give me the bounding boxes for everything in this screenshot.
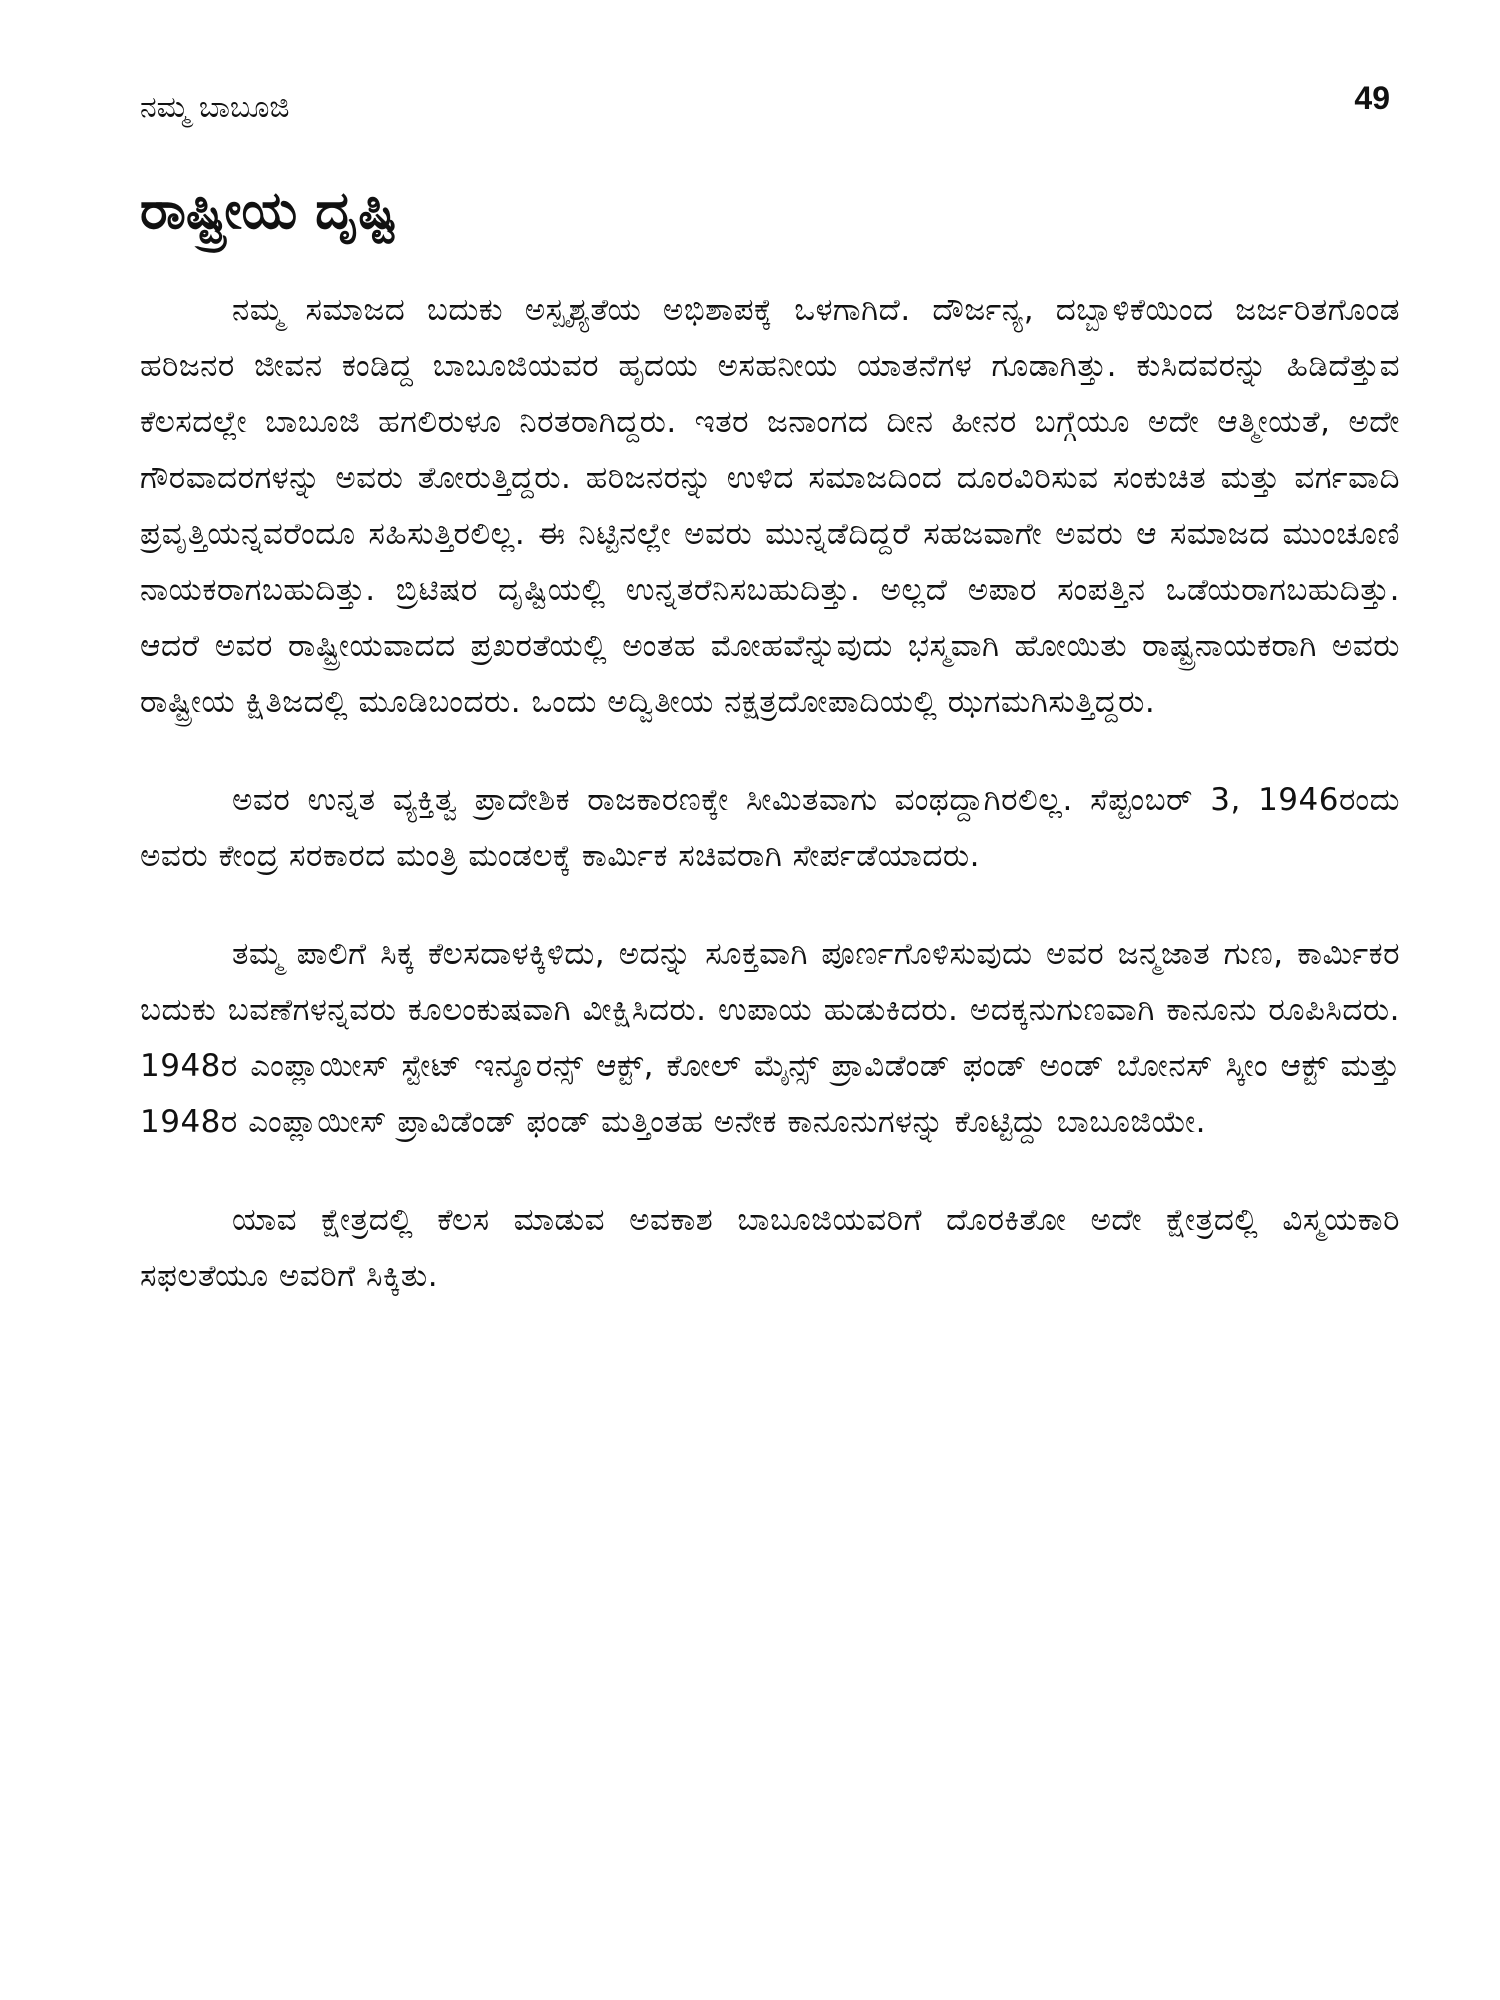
page-number: 49 xyxy=(1354,80,1390,116)
running-header-title: ನಮ್ಮ ಬಾಬೂಜಿ xyxy=(140,90,290,125)
paragraph-2: ಅವರ ಉನ್ನತ ವ್ಯಕ್ತಿತ್ವ ಪ್ರಾದೇಶಿಕ ರಾಜಕಾರಣಕ್ಕೇ ಸೀಮಿತವಾಗು ವಂಥದ್ದಾಗಿರಲಿಲ್ಲ. ಸೆಪ್ಟಂಬರ್ 3, 1946ರಂದು ಅವರು ಕೇಂದ್ರ ಸರಕಾರದ ಮಂತ್ರಿ ಮಂಡಲಕ್ಕೆ ಕಾರ್ಮಿಕ ಸಚಿವರಾಗಿ ಸೇರ್ಪಡೆಯಾದರು. xyxy=(140,782,1400,874)
paragraph-4: ಯಾವ ಕ್ಷೇತ್ರದಲ್ಲಿ ಕೆಲಸ ಮಾಡುವ ಅವಕಾಶ ಬಾಬೂಜಿಯವರಿಗೆ ದೊರಕಿತೋ ಅದೇ ಕ್ಷೇತ್ರದಲ್ಲಿ ವಿಸ್ಮಯಕಾರಿ ಸಫಲತೆಯೂ ಅವರಿಗೆ ಸಿಕ್ಕಿತು. xyxy=(140,1202,1400,1294)
paragraph-3: ತಮ್ಮ ಪಾಲಿಗೆ ಸಿಕ್ಕ ಕೆಲಸದಾಳಕ್ಕಿಳಿದು, ಅದನ್ನು ಸೂಕ್ತವಾಗಿ ಪೂರ್ಣಗೊಳಿಸುವುದು ಅವರ ಜನ್ಮಜಾತ ಗುಣ, ಕಾರ್ಮಿಕರ ಬದುಕು ಬವಣೆಗಳನ್ನವರು ಕೂಲಂಕುಷವಾಗಿ ವೀಕ್ಷಿಸಿದರು. ಉಪಾಯ ಹುಡುಕಿದರು. ಅದಕ್ಕನುಗುಣವಾಗಿ ಕಾನೂನು ರೂಪಿಸಿದರು. 1948ರ ಎಂಪ್ಲಾಯೀಸ್ ಸ್ಟೇಟ್ ಇನ್ಶೂರನ್ಸ್ ಆಕ್ಟ್, ಕೋಲ್ ಮೈನ್ಸ್ ಪ್ರಾವಿಡೆಂಡ್ ಫಂಡ್ ಅಂಡ್ ಬೋನಸ್ ಸ್ಕೀಂ ಆಕ್ಟ್ ಮತ್ತು 1948ರ ಎಂಪ್ಲಾಯೀಸ್ ಪ್ರಾವಿಡೆಂಡ್ ಫಂಡ್ ಮತ್ತಿಂತಹ ಅನೇಕ ಕಾನೂನುಗಳನ್ನು ಕೊಟ್ಟಿದ್ದು ಬಾಬೂಜಿಯೇ. xyxy=(140,936,1400,1140)
paragraph-1: ನಮ್ಮ ಸಮಾಜದ ಬದುಕು ಅಸ್ಪೃಶ್ಯತೆಯ ಅಭಿಶಾಪಕ್ಕೆ ಒಳಗಾಗಿದೆ. ದೌರ್ಜನ್ಯ, ದಬ್ಬಾಳಿಕೆಯಿಂದ ಜರ್ಜರಿತಗೊಂಡ ಹರಿಜನರ ಜೀವನ ಕಂಡಿದ್ದ ಬಾಬೂಜಿಯವರ ಹೃದಯ ಅಸಹನೀಯ ಯಾತನೆಗಳ ಗೂಡಾಗಿತ್ತು. ಕುಸಿದವರನ್ನು ಹಿಡಿದೆತ್ತುವ ಕೆಲಸದಲ್ಲೇ ಬಾಬೂಜಿ ಹಗಲಿರುಳೂ ನಿರತರಾಗಿದ್ದರು. ಇತರ ಜನಾಂಗದ ದೀನ ಹೀನರ ಬಗ್ಗೆಯೂ ಅದೇ ಆತ್ಮೀಯತೆ, ಅದೇ ಗೌರವಾದರಗಳನ್ನು ಅವರು ತೋರುತ್ತಿದ್ದರು. ಹರಿಜನರನ್ನು ಉಳಿದ ಸಮಾಜದಿಂದ ದೂರವಿರಿಸುವ ಸಂಕುಚಿತ ಮತ್ತು ವರ್ಗವಾದಿ ಪ್ರವೃತ್ತಿಯನ್ನವರೆಂದೂ ಸಹಿಸುತ್ತಿರಲಿಲ್ಲ. ಈ ನಿಟ್ಟಿನಲ್ಲೇ ಅವರು ಮುನ್ನಡೆದಿದ್ದರೆ ಸಹಜವಾಗೇ ಅವರು ಆ ಸಮಾಜದ ಮುಂಚೂಣಿ ನಾಯಕರಾಗಬಹುದಿತ್ತು. ಬ್ರಿಟಿಷರ ದೃಷ್ಟಿಯಲ್ಲಿ ಉನ್ನತರೆನಿಸಬಹುದಿತ್ತು. ಅಲ್ಲದೆ ಅಪಾರ ಸಂಪತ್ತಿನ ಒಡೆಯರಾಗಬಹುದಿತ್ತು. ಆದರೆ ಅವರ ರಾಷ್ಟ್ರೀಯವಾದದ ಪ್ರಖರತೆಯಲ್ಲಿ ಅಂತಹ ಮೋಹವೆನ್ನುವುದು ಭಸ್ಮವಾಗಿ ಹೋಯಿತು ರಾಷ್ಟ್ರನಾಯಕರಾಗಿ ಅವರು ರಾಷ್ಟ್ರೀಯ ಕ್ಷಿತಿಜದಲ್ಲಿ ಮೂಡಿಬಂದರು. ಒಂದು ಅದ್ವಿತೀಯ ನಕ್ಷತ್ರದೋಪಾದಿಯಲ್ಲಿ ಝಗಮಗಿಸುತ್ತಿದ್ದರು. xyxy=(140,292,1400,720)
chapter-title: ರಾಷ್ಟ್ರೀಯ ದೃಷ್ಟಿ xyxy=(140,181,398,241)
body-text xyxy=(140,282,1400,1304)
